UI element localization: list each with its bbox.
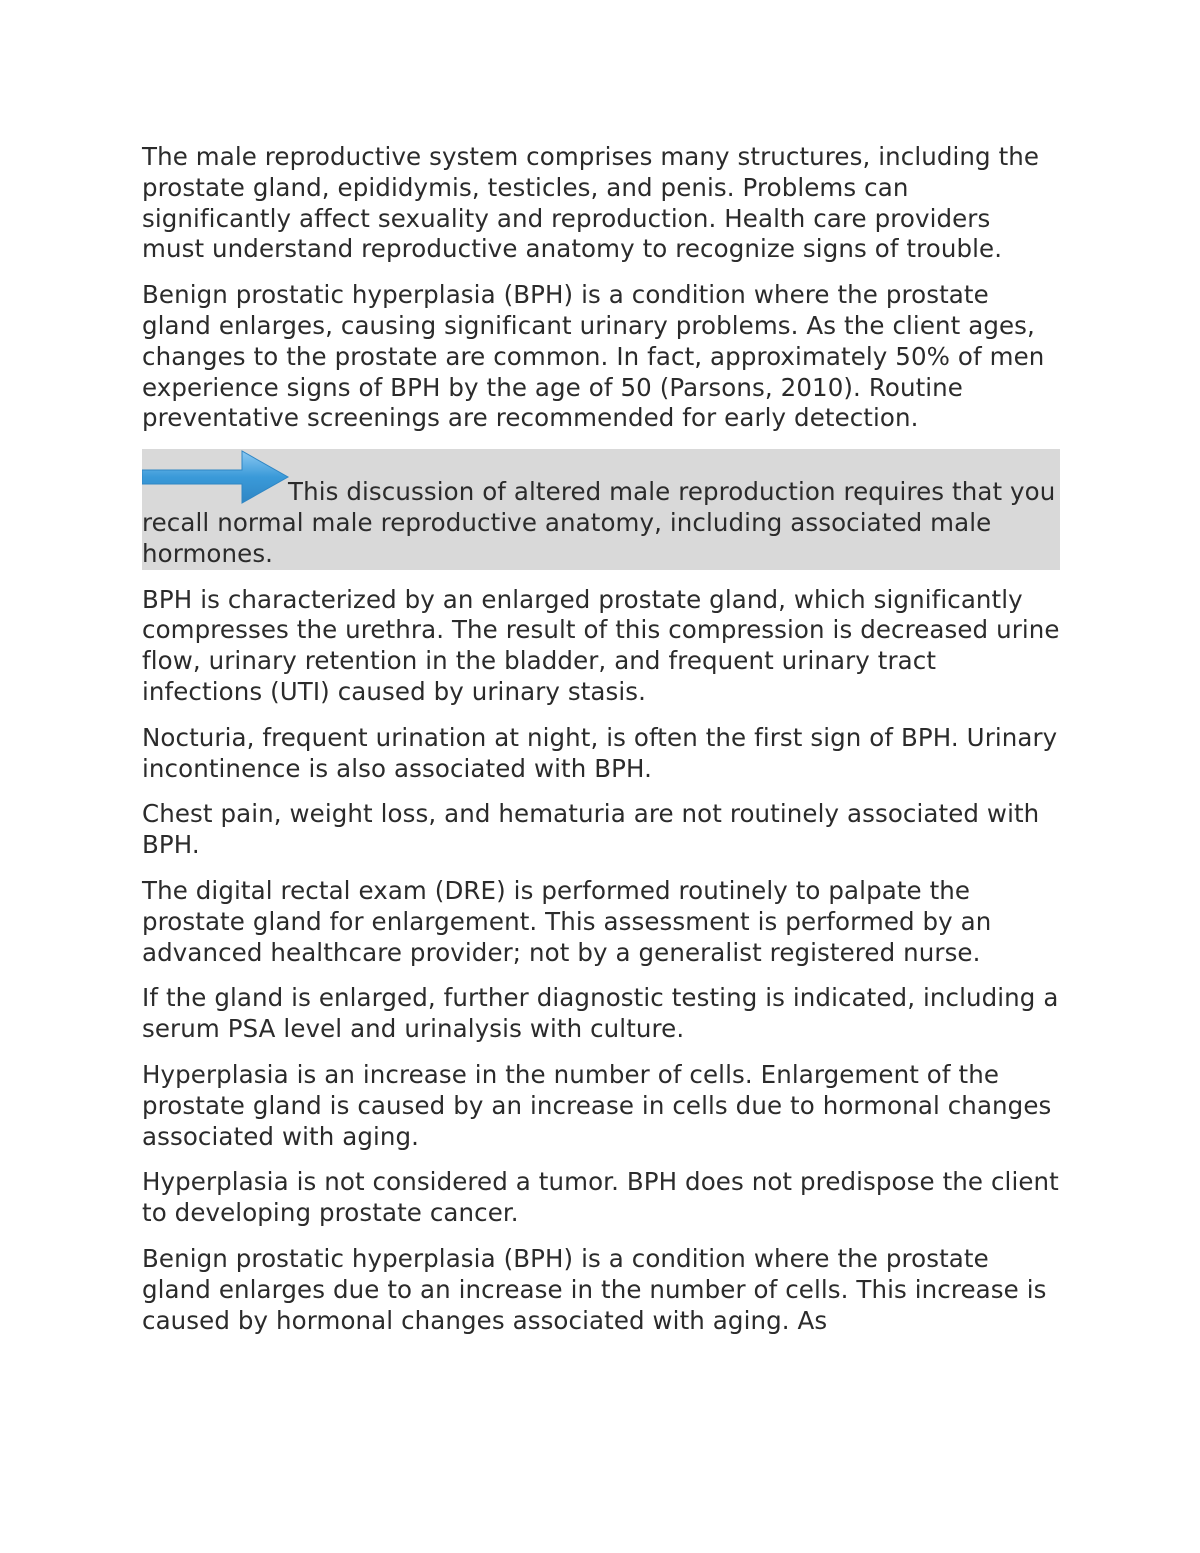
arrow-right-icon — [142, 449, 290, 505]
paragraph-bph-overview: Benign prostatic hyperplasia (BPH) is a condition where the prostate gland enlarges, causing significant urinary problems. As the client ages, changes to the prostate are common. In fact, approximately 50% of men experience signs of BPH by the age of 50 (Parsons, 2010). Routine preventative screenings are recommended for early detection. — [142, 280, 1045, 433]
paragraph-hyperplasia-def: Hyperplasia is an increase in the number of cells. Enlargement of the prostate gland is caused by an increase in cells due to hormonal changes associated with aging. — [142, 1059, 1052, 1151]
callout-text: This discussion of altered male reproduction requires that you recall normal male reproductive anatomy, including associated male hormones. — [142, 477, 1056, 568]
paragraph-nocturia: Nocturia, frequent urination at night, is often the first sign of BPH. Urinary incontinence is also associated with BPH. — [142, 722, 1058, 783]
paragraph-diagnostic: If the gland is enlarged, further diagnostic testing is indicated, including a serum PSA level and urinalysis with culture. — [142, 983, 1059, 1044]
paragraph-intro: The male reproductive system comprises many structures, including the prostate gland, epididymis, testicles, and penis. Problems can significantly affect sexuality and reproduction. Health care providers must understand reproductive anatomy to recognize signs of trouble. — [142, 142, 1040, 264]
paragraph-dre: The digital rectal exam (DRE) is performed routinely to palpate the prostate gland for enlargement. This assessment is performed by an advanced healthcare provider; not by a generalist registered nurse. — [142, 875, 992, 967]
document-page — [142, 142, 1060, 1351]
paragraph-chest-pain: Chest pain, weight loss, and hematuria are not routinely associated with BPH. — [142, 799, 1040, 860]
callout-box — [142, 449, 1060, 569]
paragraph-characterized: BPH is characterized by an enlarged prostate gland, which significantly compresses the urethra. The result of this compression is decreased urine flow, urinary retention in the bladder, and frequent urinary tract infections (UTI) caused by urinary stasis. — [142, 584, 1060, 706]
paragraph-not-tumor: Hyperplasia is not considered a tumor. BPH does not predispose the client to developing prostate cancer. — [142, 1167, 1059, 1228]
paragraph-bph-summary: Benign prostatic hyperplasia (BPH) is a condition where the prostate gland enlarges due to an increase in the number of cells. This increase is caused by hormonal changes associated with aging. As — [142, 1243, 1047, 1335]
